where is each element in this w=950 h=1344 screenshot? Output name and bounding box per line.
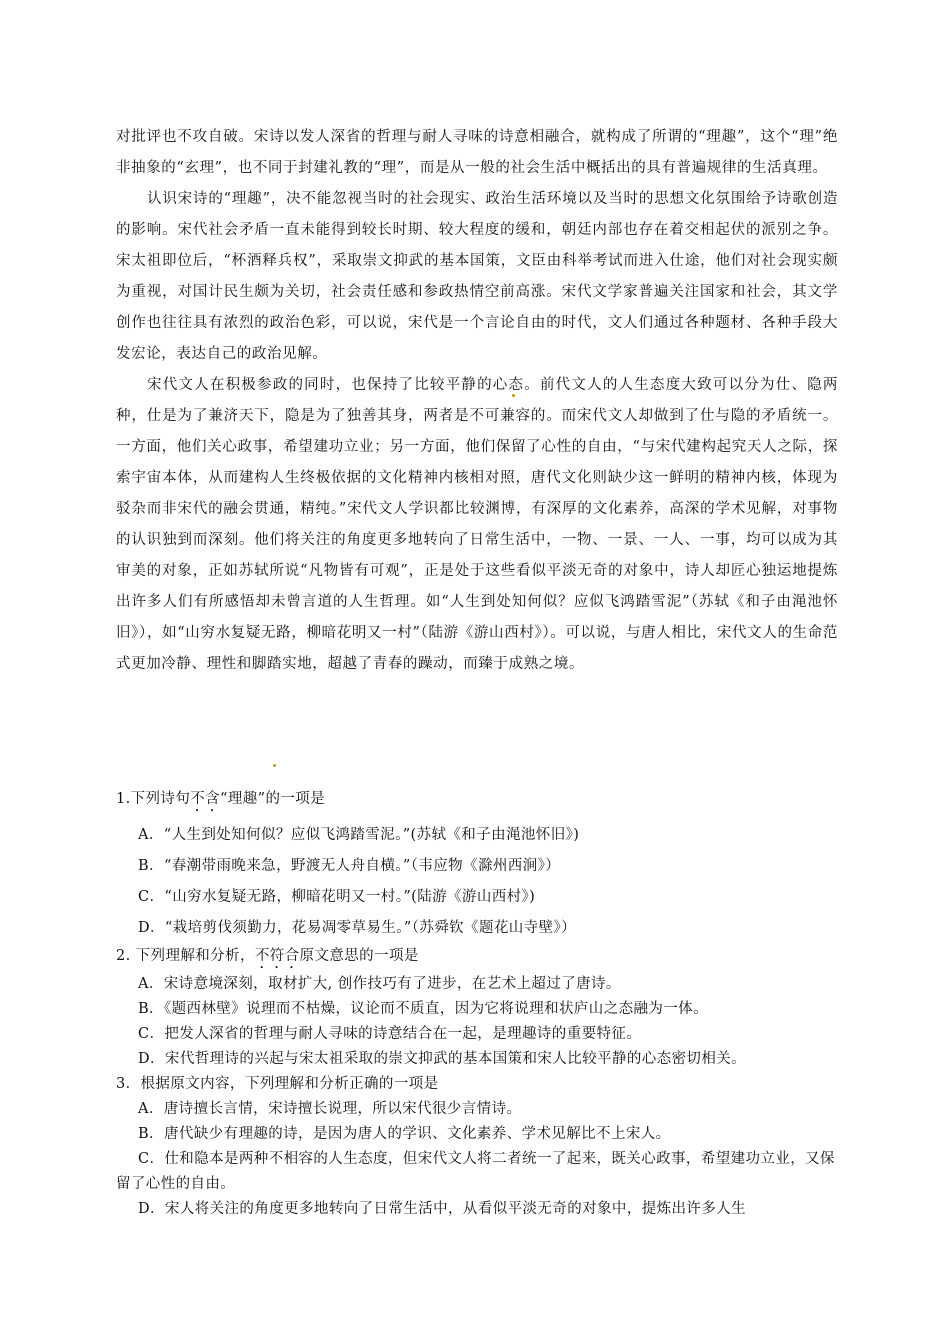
question-3-option-c: C．仕和隐本是两种不相容的人生态度，但宋代文人将二者统一了起来，既关心政事，希望建功立业，又保留了心性的自由。 (116, 1151, 835, 1192)
question-1-stem-text: “理趣”的一项是 (220, 791, 326, 807)
question-3-option-b: B．唐代缺少有理趣的诗，是因为唐人的学识、文化素养、学术见解比不上宋人。 (138, 1126, 671, 1142)
question-2-stem-text: 2. 下列理解和分析， (116, 948, 255, 964)
question-1-stem-text: 1.下列诗句 (116, 791, 191, 807)
stray-mark (512, 394, 515, 397)
question-2-option-a: A．宋诗意境深刻，取材扩大, 创作技巧有了进步，在艺术上超过了唐诗。 (138, 976, 621, 992)
question-1-stem (116, 787, 838, 815)
question-3-option-d: D．宋人将关注的角度更多地转向了日常生活中，从看似平淡无奇的对象中，提炼出许多人生 (138, 1201, 747, 1217)
question-1-emphasis: 不含 (190, 791, 221, 807)
question-2-option-c: C．把发人深省的哲理与耐人寻味的诗意结合在一起，是理趣诗的重要特征。 (138, 1026, 642, 1042)
reading-passage (116, 122, 838, 680)
question-3-option-a: A．唐诗擅长言情，宋诗擅长说理，所以宋代很少言情诗。 (138, 1101, 522, 1117)
passage-paragraph-2: 认识宋诗的“理趣”，决不能忽视当时的社会现实、政治生活环境以及当时的思想文化氛围给予诗歌创造的影响。宋代社会矛盾一直未能得到较长时期、较大程度的缓和，朝廷内部也存在着交相起伏的派别之争。宋太祖即位后，“杯酒释兵权”，采取崇文抑武的基本国策，文臣由科举考试而进入仕途，他们对社会现实颇为重视，对国计民生颇为关切，社会责任感和参政热情空前高涨。宋代文学家普遍关注国家和社会，其文学创作也往往具有浓烈的政治色彩，可以说，宋代是一个言论自由的时代，文人们通过各种题材、各种手段大发宏论，表达自己的政治见解。 (116, 191, 838, 362)
stray-mark (273, 764, 276, 767)
question-1-option-c: C．“山穷水复疑无路，柳暗花明又一村。”(陆游《游山西村》) (138, 889, 536, 905)
question-1-option-b: B．“春潮带雨晚来急，野渡无人舟自横。”（韦应物《滁州西涧》） (138, 858, 561, 874)
question-1-option-d: D．“栽培剪伐须勤力，花易凋零草易生。”（苏舜钦《题花山寺壁》） (138, 920, 576, 936)
question-2-option-b: B．《题西林壁》说理而不枯燥，议论而不质直，因为它将说理和状庐山之态融为一体。 (138, 1001, 709, 1017)
question-2-emphasis: 不符合 (254, 948, 300, 964)
question-2-stem-text: 原文意思的一项是 (299, 948, 419, 964)
passage-paragraph-3: 宋代文人在积极参政的同时，也保持了比较平静的心态。前代文人的人生态度大致可以分为仕、隐两种，仕是为了兼济天下，隐是为了独善其身，两者是不可兼容的。而宋代文人却做到了仕与隐的矛盾统一。一方面，他们关心政事，希望建功立业；另一方面，他们保留了心性的自由，“与宋代建构起究天人之际，探索宇宙本体，从而建构人生终极依据的文化精神内核相对照，唐代文化则缺少这一鲜明的精神内核，体现为驳杂而非宋代的融会贯通，精纯。”宋代文人学识都比较渊博，有深厚的文化素养，高深的学术见解，对事物的认识独到而深刻。他们将关注的角度更多地转向了日常生活中，一物、一景、一人、一事，均可以成为其审美的对象，正如苏轼所说“凡物皆有可观”，正是处于这些看似平淡无奇的对象中，诗人却匠心独运地提炼出许多人们有所感悟却未曾言道的人生哲理。如“人生到处知何似？应似飞鸿踏雪泥”（苏轼《和子由渑池怀旧》），如“山穷水复疑无路，柳暗花明又一村”（陆游《游山西村》）。可以说，与唐人相比，宋代文人的生命范式更加冷静、理性和脚踏实地，超越了青春的躁动，而臻于成熟之境。 (116, 377, 838, 672)
questions-section (116, 787, 838, 1222)
question-3-stem: 3．根据原文内容，下列理解和分析正确的一项是 (116, 1076, 439, 1092)
question-2-stem (116, 944, 838, 972)
passage-paragraph-1: 对批评也不攻自破。宋诗以发人深省的哲理与耐人寻味的诗意相融合，就构成了所谓的“理趣”，这个“理”绝非抽象的“玄理”，也不同于封建礼教的“理”，而是从一般的社会生活中概括出的具有普遍规律的生活真理。 (116, 129, 838, 176)
question-2-option-d: D．宋代哲理诗的兴起与宋太祖采取的崇文抑武的基本国策和宋人比较平静的心态密切相关。 (138, 1051, 747, 1067)
question-1-option-a: A．“人生到处知何似？应似飞鸿踏雪泥。”(苏轼《和子由渑池怀旧》) (138, 827, 580, 843)
